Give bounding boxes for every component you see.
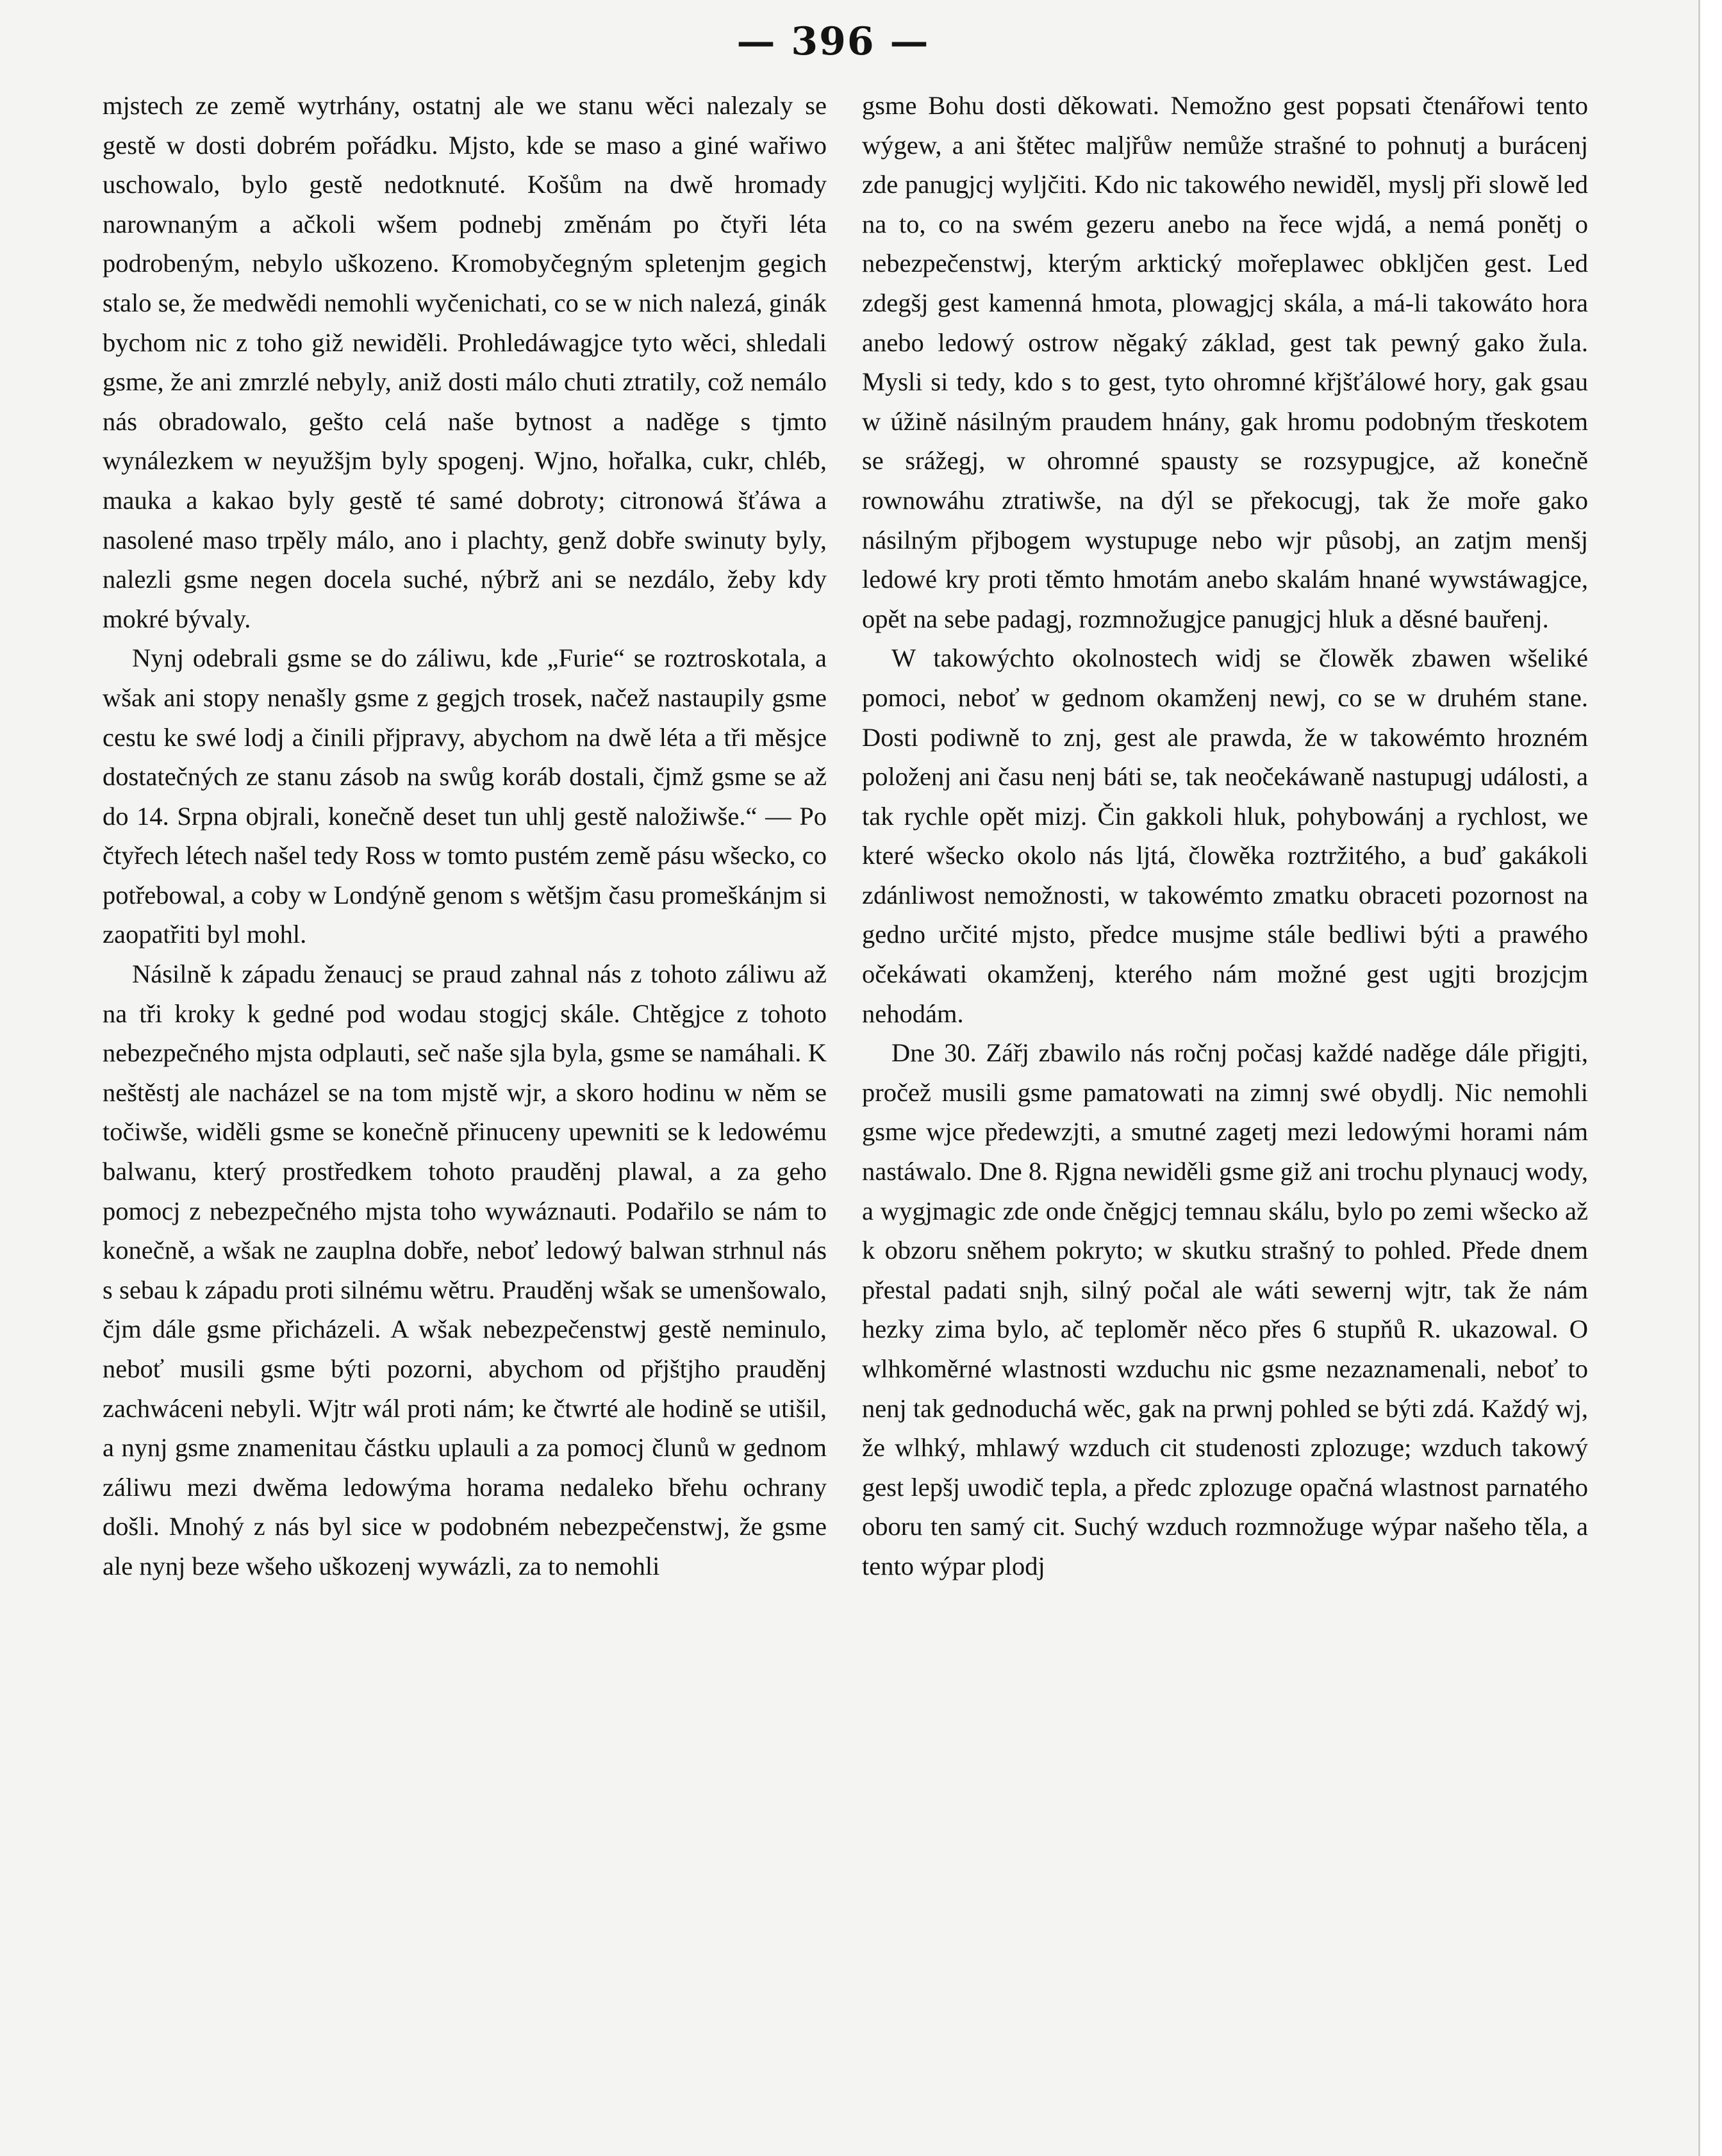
paragraph: Dne 30. Zářj zbawilo nás ročnj počasj každé naděge dále přigjti, pročež musili gsme pamatowati na zimnj swé obydlj. Nic nemohli gsme wjce předewzjti, a smutné zagetj mezi ledowými horami nám nastáwalo. Dne 8. Rjgna newiděli gsme giž ani trochu plynaucj wody, a wygjmagic zde onde čněgjcj temnau skálu, bylo po zemi wšecko až k obzoru sněhem pokryto; w skutku strašný to pohled. Přede dnem přestal padati snjh, silný počal ale wáti sewernj wjtr, tak že nám hezky zima bylo, ač teploměr něco přes 6 stupňů R. ukazowal. O wlhkoměrné wlastnosti wzduchu nic gsme nezaznamenali, neboť to nenj tak gednoduchá wěc, gak na prwnj pohled se býti zdá. Každý wj, že wlhký, mhlawý wzduch cit studenosti zplozuge; wzduch takowý gest lepšj uwodič tepla, a předc zplozuge opačná wlastnost parnatého oboru ten samý cit. Suchý wzduch rozmnožuge wýpar našeho těla, a tento wýpar plodj (862, 1038, 1588, 1580)
paragraph: W takowýchto okolnostech widj se člowěk zbawen wšeliké pomoci, neboť w gednom okamženj newj, co se w druhém stane. Dosti podiwně to znj, gest ale prawda, že w takowémto hrozném položenj ani času nenj báti se, tak neočekáwaně nastupugj události, a tak rychle opět mizj. Čin gakkoli hluk, pohybowánj a rychlost, we které wšecko okolo nás ljtá, člowěka roztržitého, a buď gakákoli zdánliwost nemožnosti, w takowémto zmatku obraceti pozornost na gedno určité mjsto, předce musjme stále bedliwi býti a prawého očekáwati okamženj, kterého nám možné gest ugjti brozjcjm nehodám. (862, 643, 1588, 1028)
left-column (103, 86, 827, 1586)
page-edge (1698, 0, 1722, 2156)
paragraph: Nynj odebrali gsme se do záliwu, kde „Furie“ se roztroskotala, a wšak ani stopy nenašly gsme z gegjch trosek, načež nastaupily gsme cestu ke swé lodj a činili přjpravy, abychom na dwě léta a tři měsjce dostatečných ze stanu zásob na swůg koráb dostali, čjmž gsme se až do 14. Srpna objrali, konečně deset tun uhlj gestě naložiwše.“ — Po čtyřech létech našel tedy Ross w tomto pustém země pásu wšecko, co potřebowal, a coby w Londýně genom s wětšjm času promeškánjm si zaopatřiti byl mohl. (103, 643, 827, 949)
paragraph: gsme Bohu dosti děkowati. Nemožno gest popsati čtenářowi tento wýgew, a ani štětec maljřůw nemůže strašné to pohnutj a burácenj zde panugjcj wyljčiti. Kdo nic takowého newiděl, myslj při slowě led na to, co na swém gezeru anebo na řece wjdá, a nemá ponětj o nebezpečenstwj, kterým arktický mořeplawec obkljčen gest. Led zdegšj gest kamenná hmota, plowagjcj skála, a má-li takowáto hora anebo ledowý ostrow něgaký základ, gest tak pewný gako žula. Mysli si tedy, kdo s to gest, tyto ohromné křjšťálowé hory, gak gsau w úžině násilným praudem hnány, gak hromu podobným třeskotem se srážegj, w ohromné spausty se rozsypugjce, až konečně rownowáhu ztratiwše, na dýl se překocugj, tak že moře gako násilným přjbogem wystupuge nebo wjr působj, an zatjm menšj ledowé kry proti těmto hmotám anebo skalám hnané wywstáwagjce, opět na sebe padagj, rozmnožugjce panugjcj hluk a děsné bauřenj. (862, 91, 1588, 633)
page-number: — 396 — (736, 19, 930, 64)
paragraph: Násilně k západu ženaucj se praud zahnal nás z tohoto záliwu až na tři kroky k gedné pod wodau stogjcj skále. Chtěgjce z tohoto nebezpečného mjsta odplauti, seč naše sjla byla, gsme se namáhali. K neštěstj ale nacházel se na tom mjstě wjr, a skoro hodinu w něm se točiwše, widěli gsme se konečně přinuceny upewniti se k ledowému balwanu, který prostředkem tohoto prauděnj plawal, a za geho pomocj z nebezpečného mjsta toho wywáznauti. Podařilo se nám to konečně, a wšak ne zauplna dobře, neboť ledowý balwan strhnul nás s sebau k západu proti silnému wětru. Prauděnj wšak se umenšowalo, čjm dále gsme přicházeli. A wšak nebezpečenstwj gestě neminulo, neboť musili gsme býti pozorni, abychom od přjštjho prauděnj zachwáceni nebyli. Wjtr wál proti nám; ke čtwrté ale hodině se utišil, a nynj gsme znamenitau částku uplauli a za pomocj člunů w gednom záliwu mezi dwěma ledowýma horama nedaleko břehu ochrany došli. Mnohý z nás byl sice w podobném nebezpečenstwj, že gsme ale nynj beze wšeho uškozenj wywázli, za to nemohli (103, 959, 827, 1580)
paragraph: mjstech ze země wytrhány, ostatnj ale we stanu wěci nalezaly se gestě w dosti dobrém pořádku. Mjsto, kde se maso a giné wařiwo uschowalo, bylo gestě nedotknuté. Košům na dwě hromady narownaným a ačkoli wšem podnebj změnám po čtyři léta podrobeným, nebylo uškozeno. Kromobyčegným spletenjm gegich stalo se, že medwědi nemohli wyčenichati, co se w nich nalezá, ginák bychom nic z toho giž newiděli. Prohledáwagjce tyto wěci, shledali gsme, že ani zmrzlé nebyly, aniž dosti málo chuti ztratily, což nemálo nás obradowalo, gešto celá naše bytnost a naděge s tjmto wynálezkem w neyužšjm byly spogenj. Wjno, hořalka, cukr, chléb, mauka a kakao byly gestě té samé dobroty; citronowá šťáwa a nasolené maso trpěly málo, ano i plachty, genž dobře swinuty byly, nalezli gsme negen docela suché, nýbrž ani se nezdálo, žeby kdy mokré bývaly. (103, 91, 827, 633)
right-column (862, 86, 1588, 1586)
